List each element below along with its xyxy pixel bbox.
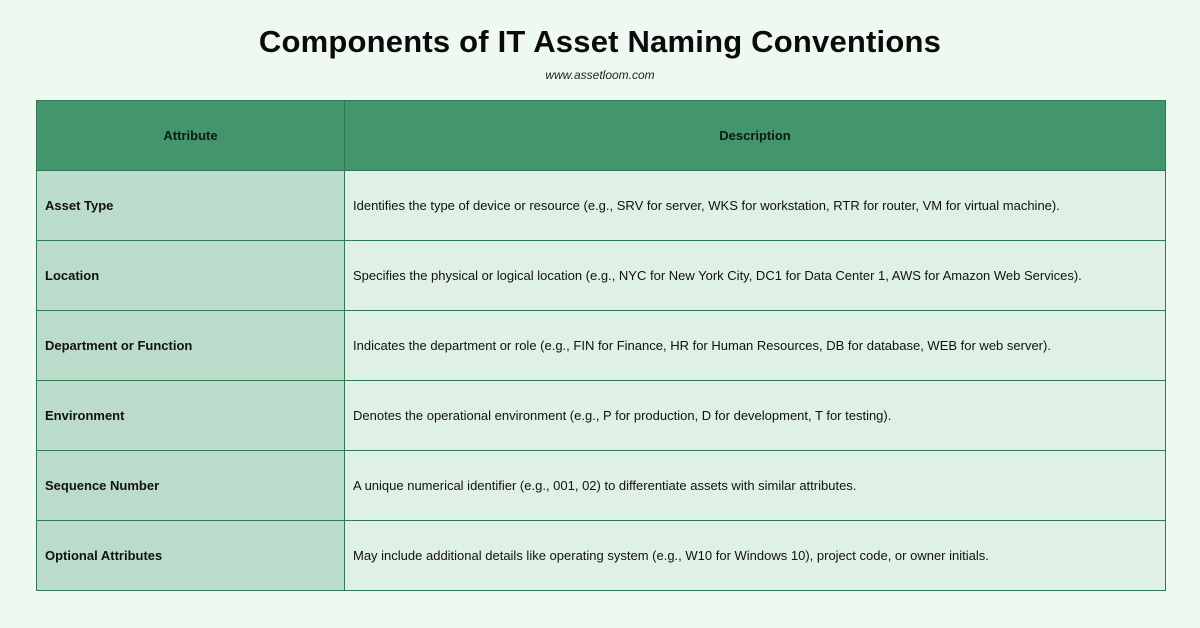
table-row: [37, 521, 1166, 591]
description-cell: Denotes the operational environment (e.g., P for production, D for development, T for testing).: [345, 381, 1166, 451]
attribute-cell: Asset Type: [37, 171, 345, 241]
naming-conventions-table: [36, 100, 1166, 591]
table-row: [37, 241, 1166, 311]
table-row: [37, 451, 1166, 521]
column-header-attribute: Attribute: [37, 101, 345, 171]
attribute-cell: Environment: [37, 381, 345, 451]
table-row: [37, 171, 1166, 241]
table-header-row: [37, 101, 1166, 171]
description-cell: A unique numerical identifier (e.g., 001, 02) to differentiate assets with similar attributes.: [345, 451, 1166, 521]
website-url: www.assetloom.com: [545, 68, 655, 82]
column-header-description: Description: [345, 101, 1166, 171]
table-row: [37, 381, 1166, 451]
attribute-cell: Department or Function: [37, 311, 345, 381]
description-cell: Indicates the department or role (e.g., FIN for Finance, HR for Human Resources, DB for database, WEB for web server).: [345, 311, 1166, 381]
attribute-cell: Optional Attributes: [37, 521, 345, 591]
description-cell: Specifies the physical or logical location (e.g., NYC for New York City, DC1 for Data Center 1, AWS for Amazon Web Services).: [345, 241, 1166, 311]
description-cell: May include additional details like operating system (e.g., W10 for Windows 10), project code, or owner initials.: [345, 521, 1166, 591]
description-cell: Identifies the type of device or resource (e.g., SRV for server, WKS for workstation, RTR for router, VM for virtual machine).: [345, 171, 1166, 241]
attribute-cell: Location: [37, 241, 345, 311]
attribute-cell: Sequence Number: [37, 451, 345, 521]
table-row: [37, 311, 1166, 381]
page-title: Components of IT Asset Naming Conventions: [258, 24, 942, 59]
